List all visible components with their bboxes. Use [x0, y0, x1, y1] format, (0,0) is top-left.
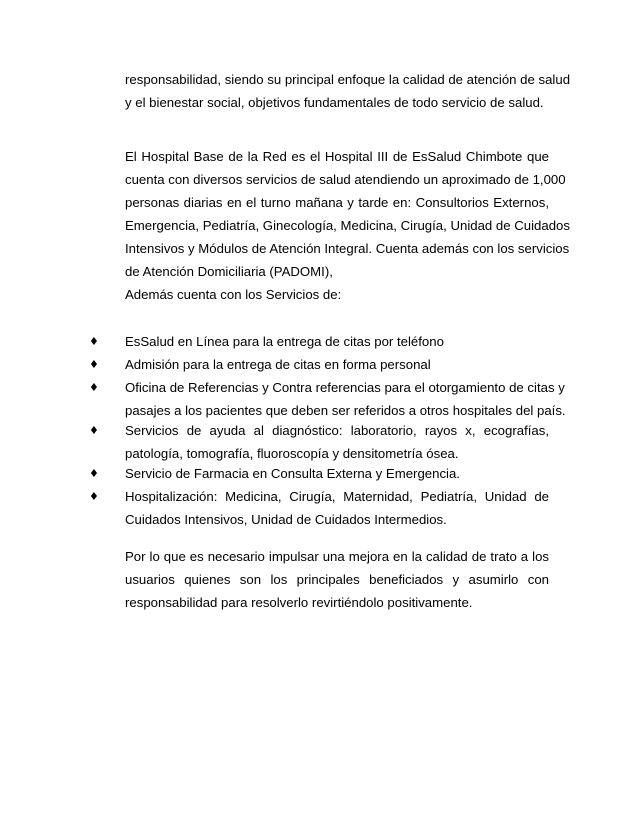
paragraph-line: Intensivos y Módulos de Atención Integral. Cuenta además con los servicios [125, 241, 570, 256]
paragraph-line: y el bienestar social, objetivos fundamentales de todo servicio de salud. [125, 95, 544, 110]
paragraph-line: cuenta con diversos servicios de salud atendiendo un aproximado de 1,000 [125, 172, 566, 187]
paragraph-line: personas diarias en el turno mañana y tarde en: Consultorios Externos, [125, 195, 549, 210]
list-item-text: Servicios de ayuda al diagnóstico: laboratorio, rayos x, ecografías, [125, 423, 549, 438]
diamond-bullet-icon: ♦ [89, 335, 99, 348]
list-item-text: pasajes a los pacientes que deben ser referidos a otros hospitales del país. [125, 403, 566, 418]
paragraph-line: Emergencia, Pediatría, Ginecología, Medicina, Cirugía, Unidad de Cuidados [125, 218, 570, 233]
paragraph-line: Por lo que es necesario impulsar una mejora en la calidad de trato a los [125, 549, 549, 564]
list-item-text: patología, tomografía, fluoroscopía y densitometría ósea. [125, 446, 459, 461]
list-item-text: Admisión para la entrega de citas en forma personal [125, 357, 431, 372]
diamond-bullet-icon: ♦ [89, 467, 99, 480]
list-item-text: Cuidados Intensivos, Unidad de Cuidados Intermedios. [125, 512, 447, 527]
paragraph-line: responsabilidad, siendo su principal enfoque la calidad de atención de salud [125, 72, 571, 87]
diamond-bullet-icon: ♦ [89, 490, 99, 503]
list-item-text: EsSalud en Línea para la entrega de citas por teléfono [125, 334, 444, 349]
paragraph-conclusion [125, 545, 549, 614]
diamond-bullet-icon: ♦ [89, 381, 99, 394]
paragraph-responsibility [125, 68, 571, 114]
paragraph-line: responsabilidad para resolverlo revirtiéndolo positivamente. [125, 595, 473, 610]
paragraph-line: Además cuenta con los Servicios de: [125, 287, 342, 302]
paragraph-line: usuarios quienes son los principales beneficiados y asumirlo con [125, 572, 549, 587]
paragraph-line: El Hospital Base de la Red es el Hospital III de EsSalud Chimbote que [125, 149, 549, 164]
paragraph-line: de Atención Domiciliaria (PADOMI), [125, 264, 333, 279]
list-item-text: Hospitalización: Medicina, Cirugía, Maternidad, Pediatría, Unidad de [125, 489, 549, 504]
paragraph-hospital-description [125, 145, 570, 306]
list-item-text: Servicio de Farmacia en Consulta Externa y Emergencia. [125, 466, 460, 481]
diamond-bullet-icon: ♦ [89, 424, 99, 437]
list-item-text: Oficina de Referencias y Contra referencias para el otorgamiento de citas y [125, 380, 565, 395]
diamond-bullet-icon: ♦ [89, 358, 99, 371]
